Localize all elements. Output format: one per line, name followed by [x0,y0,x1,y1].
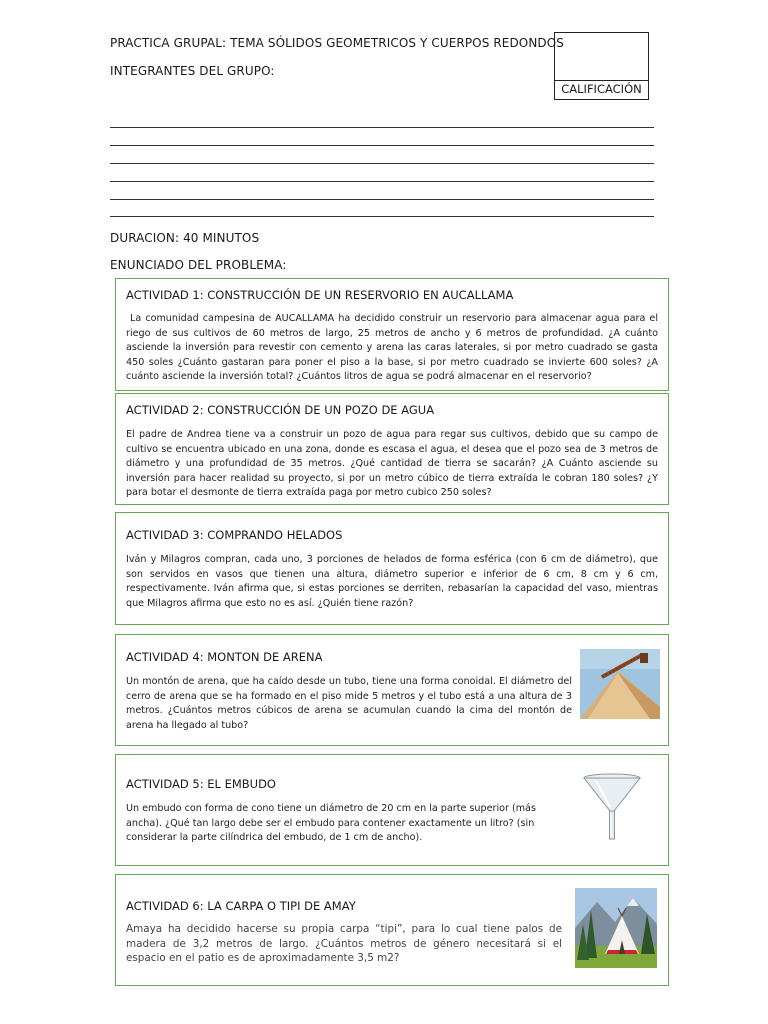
activity-5-title: ACTIVIDAD 5: EL EMBUDO [126,777,276,791]
activity-3-title: ACTIVIDAD 3: COMPRANDO HELADOS [126,528,343,542]
activity-1-text: La comunidad campesina de AUCALLAMA ha decidido construir un reservorio para almacenar agua para el riego de sus cultivos de 60 metros de largo, 25 metros de ancho y 6 metros de profundidad. ¿A cuánto asciende la inversión para revestir con cemento y arena las caras laterales, si por metro cuadrado se gasta 450 soles ¿Cuánto gastaran para poner el piso a la base, si por metro cuadrado se invierte 600 soles? ¿A cuánto asciende la inversión total? ¿Cuántos litros de agua se podrá almacenar en el reservorio? [126,313,658,383]
activity-1-box [115,278,669,391]
grade-label: CALIFICACIÓN [555,80,648,99]
activity-4-title: ACTIVIDAD 4: MONTON DE ARENA [126,650,323,664]
member-line-4[interactable] [110,181,654,182]
activity-4-box [115,634,669,746]
activity-3-text: Iván y Milagros compran, cada uno, 3 porciones de helados de forma esférica (con 6 cm de diámetro), que son servidos en vasos que tienen una altura, diámetro superior e inferior de 6 cm, 8 cm y 6 cm, respectivamente. Iván afirma que, si estas porciones se derriten, rebasarían la capacidad del vaso, mientras que Milagros afirma que esto no es así. ¿Quién tiene razón? [126,554,658,609]
member-line-3[interactable] [110,163,654,164]
member-line-5[interactable] [110,199,654,200]
funnel-photo [578,769,646,843]
activity-2-title: ACTIVIDAD 2: CONSTRUCCIÓN DE UN POZO DE AGUA [126,403,435,417]
member-line-1[interactable] [110,127,654,128]
tipi-tent-photo [575,888,657,968]
activity-6-text: Amaya ha decidido hacerse su propia carpa “tipi”, para lo cual tiene palos de madera de 3,2 metros de largo. ¿Cuántos metros de género necesitará si el espacio en el patio es de aproximadamente 3,5 m2? [126,923,562,965]
duration-label: DURACION: 40 MINUTOS [110,231,260,245]
activity-5-box [115,754,669,866]
activity-6-box [115,874,669,986]
grade-box[interactable] [554,32,649,100]
activity-2-box [115,393,669,505]
activity-1-title: ACTIVIDAD 1: CONSTRUCCIÓN DE UN RESERVORIO EN AUCALLAMA [126,288,514,302]
activity-2-text: El padre de Andrea tiene va a construir un pozo de agua para regar sus cultivos, debido que su campo de cultivo se encuentra ubicado en una zona, donde es escasa el agua, el desea que el pozo sea de 3 metros de diámetro y una profundidad de 35 metros. ¿Qué cantidad de tierra se sacarán? ¿A Cuánto asciende su inversión para hacer realidad su proyecto, si por un metro cúbico de tierra extraída le cobran 180 soles? ¿Y para botar el desmonte de tierra extraída paga por metro cubico 250 soles? [126,429,658,499]
page-title: PRACTICA GRUPAL: TEMA SÓLIDOS GEOMETRICOS Y CUERPOS REDONDOS [110,36,565,50]
sand-pile-photo [580,649,660,719]
problem-statement-label: ENUNCIADO DEL PROBLEMA: [110,258,287,272]
member-line-2[interactable] [110,145,654,146]
member-line-6[interactable] [110,216,654,217]
activity-6-title: ACTIVIDAD 6: LA CARPA O TIPI DE AMAY [126,899,356,913]
activity-5-text: Un embudo con forma de cono tiene un diámetro de 20 cm en la parte superior (más ancha). ¿Qué tan largo debe ser el embudo para contener exactamente un litro? (sin considerar la parte cilíndrica del embudo, de 1 cm de ancho). [126,803,536,844]
activity-4-text: Un montón de arena, que ha caído desde un tubo, tiene una forma conoidal. El diámetro del cerro de arena que se ha formado en el piso mide 5 metros y el tubo está a una altura de 3 metros. ¿Cuántos metros cúbicos de arena se acumulan cuando la cima del montón de arena ha llegado al tubo? [126,676,572,731]
group-members-label: INTEGRANTES DEL GRUPO: [110,64,275,78]
activity-3-box [115,512,669,625]
